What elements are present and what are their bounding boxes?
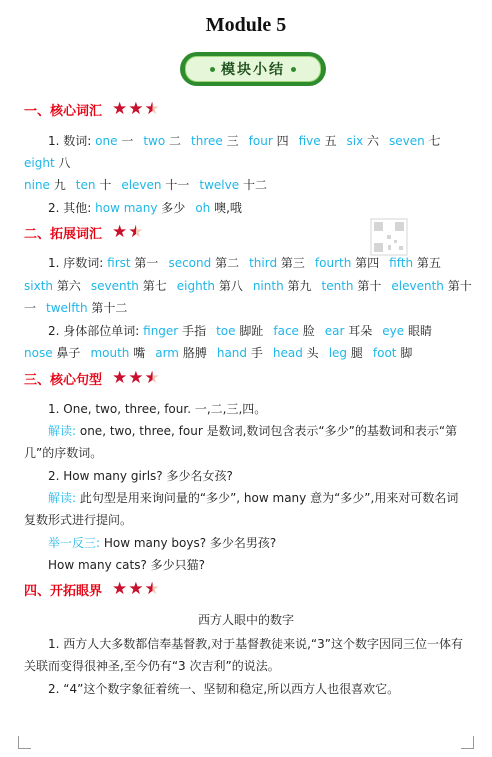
sentence-1-note: 解读: one, two, three, four 是数词,数词包含表示“多少”的基数词和表示“第几”的序数词。	[24, 424, 458, 460]
vocab-chinese: 第四	[355, 256, 380, 270]
vocab-line: 一 twelfth 第十二	[24, 301, 128, 315]
vocab-english: mouth	[90, 346, 130, 360]
vocab-item	[322, 279, 382, 293]
vocab-chinese: 第六	[56, 279, 81, 293]
vocab-chinese: 胳膊	[182, 346, 207, 360]
vocab-english: twelfth	[46, 301, 88, 315]
vocab-chinese: 四	[276, 134, 289, 148]
vocab-english: eight	[24, 156, 55, 170]
vocab-item	[24, 156, 71, 170]
vocab-item	[143, 324, 206, 338]
vocab-item	[391, 279, 471, 293]
vocab-english: seven	[389, 134, 425, 148]
dot-icon	[291, 67, 296, 72]
vocab-chinese: 噢,哦	[214, 201, 242, 215]
vocab-chinese: 第二	[215, 256, 240, 270]
vocab-chinese: 六	[367, 134, 380, 148]
vocab-english: fifth	[389, 256, 414, 270]
star-icon: ★	[128, 579, 144, 599]
star-icon: ★	[112, 579, 128, 599]
article-paragraph-2: 2. “4”这个数字象征着统一、坚韧和稳定,所以西方人也很喜欢它。	[48, 682, 400, 696]
vocab-english: oh	[195, 201, 211, 215]
sentence-3: 举一反三: How many boys? 多少名男孩?	[48, 536, 277, 550]
vocab-chinese: 八	[58, 156, 71, 170]
vocab-item	[382, 324, 432, 338]
section-heading-extended-vocab: 二、拓展词汇 ★ ★	[24, 222, 144, 242]
vocab-chinese: 第七	[142, 279, 167, 293]
half-star-icon: ★	[144, 368, 160, 388]
vocab-chinese: 第三	[280, 256, 305, 270]
vocab-chinese: 十二	[242, 178, 267, 192]
vocab-chinese: 三	[226, 134, 239, 148]
vocab-english: sixth	[24, 279, 53, 293]
vocab-chinese: 头	[306, 346, 319, 360]
sentence-4: How many cats? 多少只猫?	[48, 558, 206, 572]
half-star-icon: ★	[144, 99, 160, 119]
article-paragraph-1: 1. 西方人大多数都信奉基督教,对于基督教徒来说,“3”这个数字因同三位一体有关联而变得很神圣,至今仍有“3 次吉利”的说法。	[24, 637, 463, 673]
vocab-chinese: 手	[250, 346, 263, 360]
star-icon: ★	[128, 368, 144, 388]
vocab-english: five	[298, 134, 321, 148]
section-badge	[180, 52, 326, 86]
vocab-english: arm	[155, 346, 179, 360]
vocab-english: tenth	[321, 279, 354, 293]
vocab-item	[325, 324, 373, 338]
vocab-item	[95, 201, 185, 215]
vocab-item	[389, 256, 441, 270]
vocab-chinese: 多少	[161, 201, 186, 215]
vocab-chinese: 十	[99, 178, 112, 192]
badge-label: 模块小结	[221, 62, 285, 78]
vocab-chinese: 第十二	[91, 301, 128, 315]
vocab-line	[24, 177, 267, 193]
vocab-item	[76, 178, 112, 192]
section-heading-core-sentences: 三、核心句型 ★ ★ ★	[24, 368, 160, 388]
vocab-chinese: 脸	[302, 324, 315, 338]
star-icon: ★	[112, 99, 128, 119]
vocab-english: nose	[24, 346, 53, 360]
vocab-line	[24, 155, 71, 171]
vocab-english: three	[191, 134, 223, 148]
vocab-item	[329, 346, 363, 360]
vocab-english: six	[346, 134, 364, 148]
vocab-item	[315, 256, 379, 270]
vocab-english: ninth	[252, 279, 284, 293]
vocab-english: head	[272, 346, 303, 360]
vocab-chinese: 鼻子	[56, 346, 81, 360]
star-icon: ★	[112, 368, 128, 388]
crop-mark	[461, 736, 474, 749]
sentence-1: 1. One, two, three, four. 一,二,三,四。	[48, 402, 267, 416]
vocab-chinese: 腿	[350, 346, 363, 360]
vocab-chinese: 手指	[182, 324, 207, 338]
vocab-item	[24, 346, 80, 360]
vocab-item	[24, 178, 66, 192]
vocab-item	[217, 346, 263, 360]
vocab-english: eighth	[176, 279, 215, 293]
vocab-line: 2. 其他: how many 多少 oh 噢,哦	[48, 201, 242, 215]
vocab-english: first	[107, 256, 131, 270]
vocab-chinese: 一	[121, 134, 134, 148]
vocab-english: one	[95, 134, 118, 148]
qr-code-icon	[370, 218, 408, 256]
section-heading-core-vocab: 一、核心词汇 ★ ★ ★	[24, 99, 160, 119]
vocab-chinese: 十一	[165, 178, 190, 192]
vocab-item	[155, 346, 207, 360]
vocab-item	[253, 279, 312, 293]
vocab-item	[346, 134, 379, 148]
vocab-english: face	[273, 324, 299, 338]
vocab-english: ear	[324, 324, 345, 338]
vocab-chinese: 九	[53, 178, 66, 192]
vocab-item	[249, 134, 289, 148]
vocab-chinese: 嘴	[133, 346, 146, 360]
vocab-line: 1. 数词: one 一 two 二 three 三 four 四 five 五 six 六 seven 七	[48, 134, 441, 148]
vocab-english: ten	[75, 178, 96, 192]
vocab-chinese: 第八	[218, 279, 243, 293]
vocab-chinese: 五	[324, 134, 337, 148]
vocab-line	[24, 345, 412, 361]
article-subtitle: 西方人眼中的数字	[197, 613, 294, 627]
rating-stars	[112, 370, 160, 387]
vocab-chinese: 耳朵	[348, 324, 373, 338]
vocab-chinese: 第五	[416, 256, 441, 270]
star-icon: ★	[128, 99, 144, 119]
vocab-chinese: 眼睛	[408, 324, 433, 338]
vocab-english: finger	[143, 324, 179, 338]
vocab-item	[168, 256, 239, 270]
vocab-english: two	[143, 134, 166, 148]
vocab-chinese: 脚	[400, 346, 413, 360]
vocab-item	[143, 134, 181, 148]
section-heading-broaden-horizons: 四、开拓眼界 ★ ★ ★	[24, 579, 160, 599]
vocab-english: third	[249, 256, 278, 270]
vocab-chinese: 第十	[357, 279, 382, 293]
vocab-english: eye	[382, 324, 405, 338]
vocab-english: how many	[95, 201, 158, 215]
vocab-english: four	[248, 134, 273, 148]
vocab-english: fourth	[314, 256, 352, 270]
dot-icon	[210, 67, 215, 72]
vocab-item	[199, 178, 267, 192]
vocab-item	[95, 134, 133, 148]
vocab-item	[46, 301, 127, 315]
vocab-chinese: 脚趾	[239, 324, 264, 338]
half-star-icon: ★	[144, 579, 160, 599]
vocab-item	[91, 279, 167, 293]
vocab-item	[299, 134, 337, 148]
crop-mark	[18, 736, 31, 749]
vocab-item	[121, 178, 189, 192]
vocab-chinese: 二	[169, 134, 182, 148]
vocab-item	[107, 256, 158, 270]
vocab-english: eleven	[121, 178, 162, 192]
page-title: Module 5	[205, 14, 287, 36]
vocab-line	[24, 278, 472, 294]
vocab-english: hand	[216, 346, 248, 360]
vocab-chinese: 第一	[134, 256, 159, 270]
vocab-english: seventh	[90, 279, 139, 293]
vocab-english: twelve	[199, 178, 240, 192]
vocab-chinese: 第十	[447, 279, 472, 293]
vocab-item	[191, 134, 239, 148]
sentence-2-note: 解读: 此句型是用来询问量的“多少”, how many 意为“多少”,用来对可数名词复数形式进行提问。	[24, 491, 459, 527]
vocab-item	[24, 279, 81, 293]
vocab-item	[177, 279, 243, 293]
sentence-2: 2. How many girls? 多少名女孩?	[48, 469, 233, 483]
vocab-item	[195, 201, 242, 215]
vocab-item	[216, 324, 263, 338]
vocab-line: 1. 序数词: first 第一 second 第二 third 第三 fourth 第四 fifth 第五	[48, 256, 441, 270]
star-icon: ★	[112, 222, 128, 242]
vocab-chinese: 第九	[287, 279, 312, 293]
vocab-item	[389, 134, 441, 148]
vocab-item	[273, 346, 319, 360]
vocab-english: toe	[216, 324, 236, 338]
vocab-item	[90, 346, 145, 360]
vocab-chinese: 七	[428, 134, 441, 148]
vocab-line: 2. 身体部位单词: finger 手指 toe 脚趾 face 脸 ear 耳朵 eye 眼睛	[48, 324, 433, 338]
vocab-item	[249, 256, 305, 270]
vocab-item	[373, 346, 412, 360]
vocab-english: eleventh	[391, 279, 444, 293]
vocab-english: leg	[328, 346, 348, 360]
rating-stars	[112, 101, 160, 118]
half-star-icon: ★	[128, 222, 144, 242]
vocab-english: foot	[372, 346, 397, 360]
vocab-english: second	[168, 256, 212, 270]
vocab-item	[273, 324, 314, 338]
rating-stars	[112, 581, 160, 598]
rating-stars	[112, 224, 144, 241]
vocab-english: nine	[24, 178, 50, 192]
